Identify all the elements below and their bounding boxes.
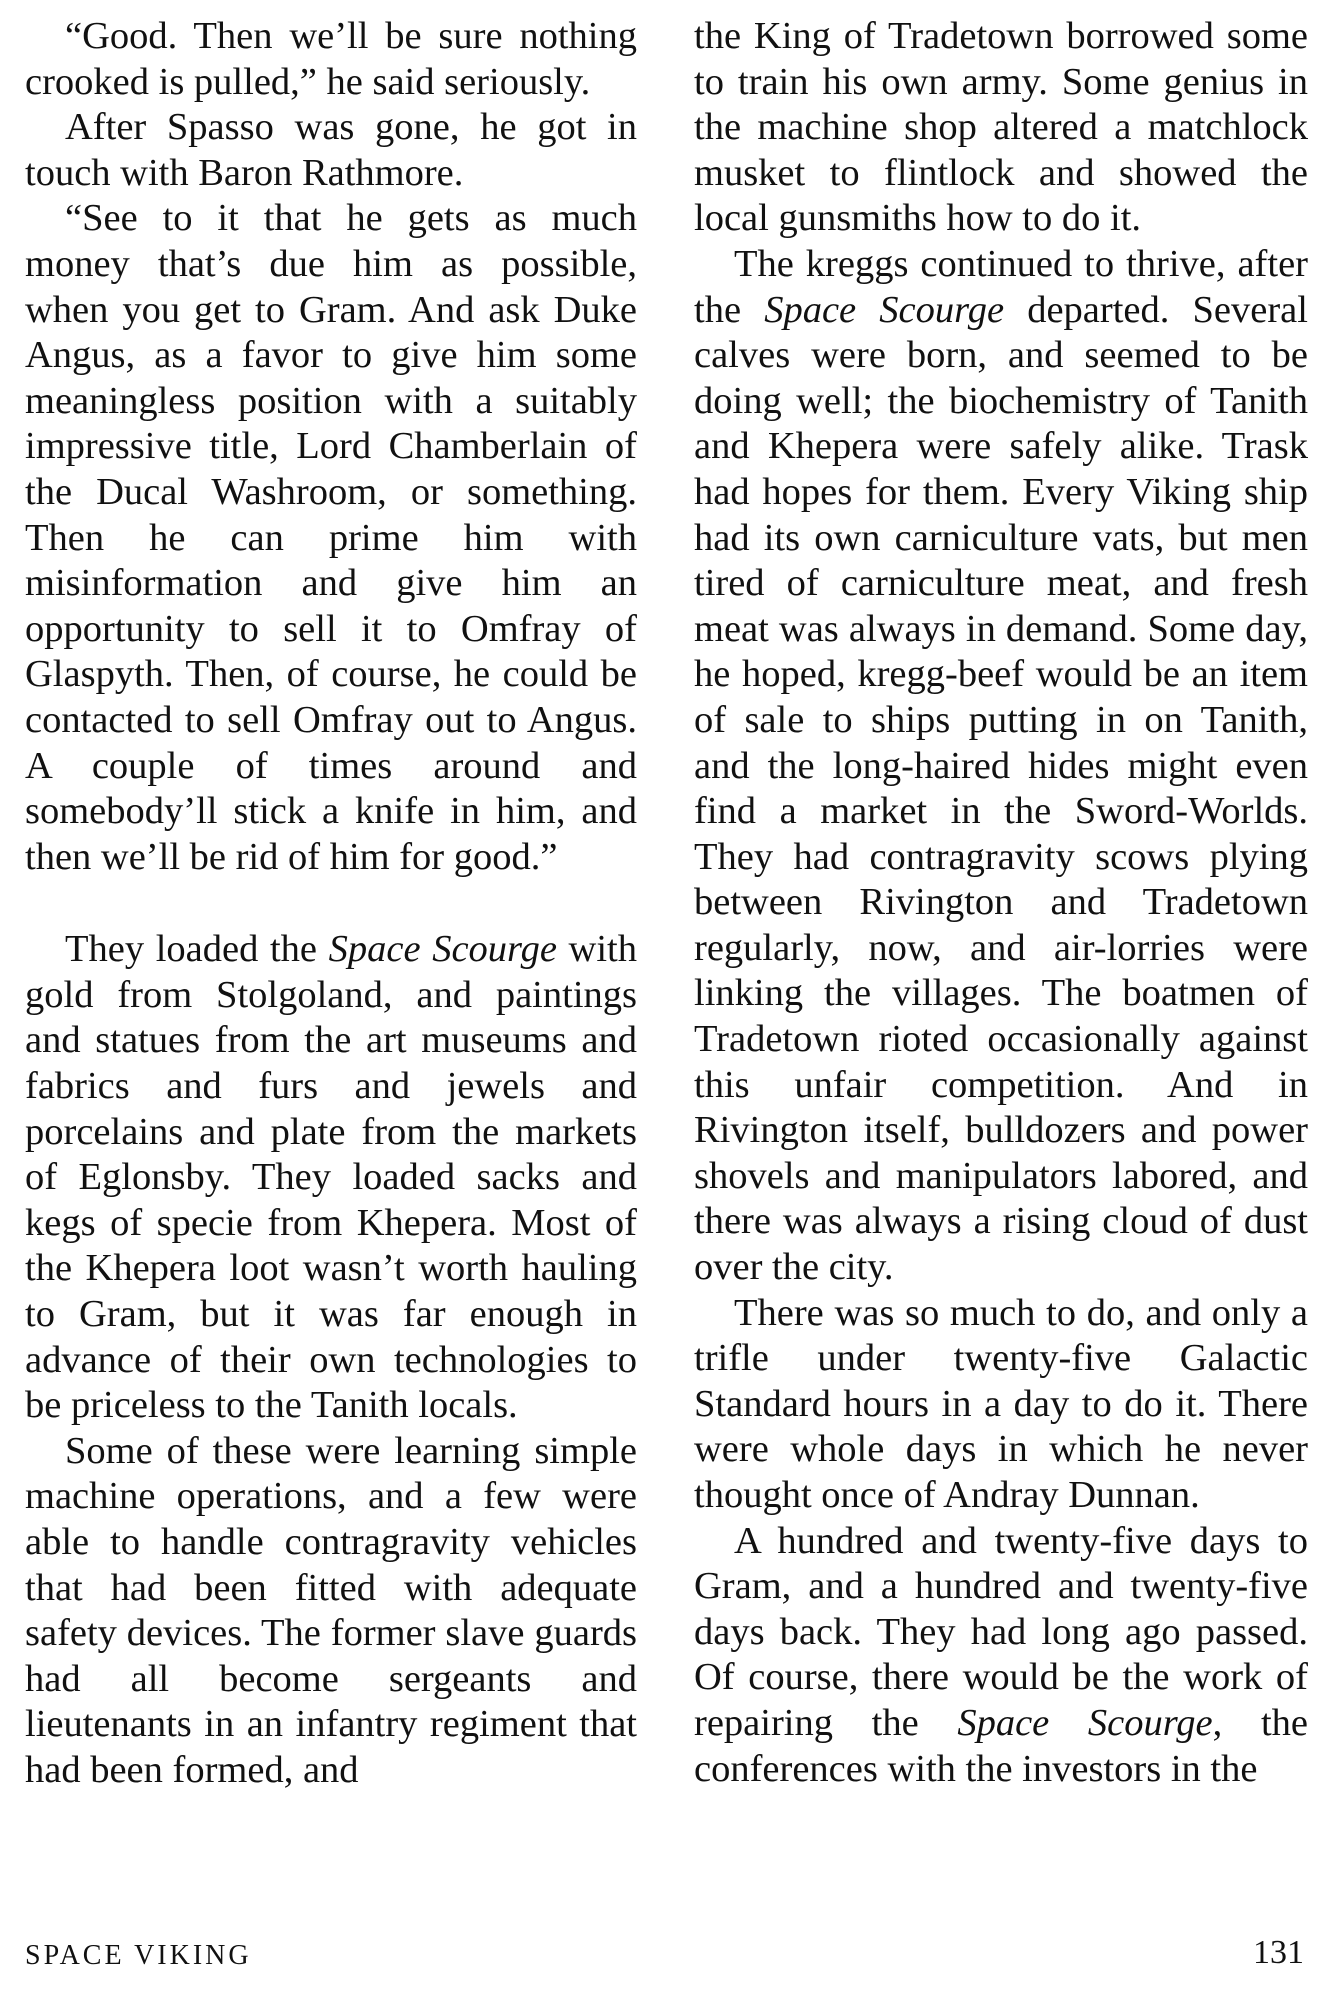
running-head: SPACE VIKING xyxy=(25,1940,252,1971)
paragraph: A hundred and twenty-five days to Gram, and a hundred and twenty-five days back. They had long ago passed. Of course, there would be the work of repairing the Space Scourge, the conferences with the investors in the xyxy=(694,1519,1308,1790)
paragraph: Some of these were learning simple machine operations, and a few were able to handle contragravity vehicles that had been fitted with adequate safety devices. The former slave guards had all become sergeants and lieutenants in an infantry regiment that had been formed, and xyxy=(25,1429,637,1791)
paragraph: They loaded the Space Scourge with gold from Stolgoland, and paintings and statues from the art museums and fabrics and furs and jewels and porcelains and plate from the markets of Eglonsby. They loaded sacks and kegs of specie from Khepera. Most of the Khepera loot wasn’t worth hauling to Gram, but it was far enough in advance of their own technologies to be priceless to the Tanith locals. xyxy=(25,928,637,1427)
ship-name: Space Scourge xyxy=(328,928,557,971)
ship-name: Space Scourge xyxy=(957,1701,1213,1744)
page-footer xyxy=(25,1934,1308,1984)
paragraph: The kreggs continued to thrive, after the Space Scourge departed. Several calves were born, and seemed to be doing well; the biochemistry of Tanith and Khepera were safely alike. Trask had hopes for them. Every Viking ship had its own carniculture vats, but men tired of carniculture meat, and fresh meat was always in demand. Some day, he hoped, kregg-beef would be an item of sale to ships putting in on Tanith, and the long-haired hides might even find a market in the Sword-Worlds. They had contragravity scows plying between Rivington and Tradetown regularly, now, and air-lorries were linking the villages. The boatmen of Tradetown rioted occasionally against this unfair competition. And in Rivington itself, bulldozers and power shovels and manipulators labored, and there was always a rising cloud of dust over the city. xyxy=(694,242,1308,1289)
paragraph: “Good. Then we’ll be sure nothing crooked is pulled,” he said seriously. xyxy=(25,15,637,103)
paragraph: the King of Tradetown borrowed some to train his own army. Some genius in the machine shop altered a matchlock musket to flintlock and showed the local gunsmiths how to do it. xyxy=(694,15,1308,240)
paragraph: After Spasso was gone, he got in touch with Baron Rathmore. xyxy=(25,106,637,194)
paragraph: “See to it that he gets as much money that’s due him as possible, when you get to Gram. And ask Duke Angus, as a favor to give him some meaningless position with a suitably impressive title, Lord Chamberlain of the Ducal Washroom, or something. Then he can prime him with misinformation and give him an opportunity to sell it to Omfray of Glaspyth. Then, of course, he could be contacted to sell Omfray out to Angus. A couple of times around and somebody’ll stick a knife in him, and then we’ll be rid of him for good.” xyxy=(25,197,637,878)
paragraph: There was so much to do, and only a trifle under twenty-five Galactic Standard hours in a day to do it. There were whole days in which he never thought once of Andray Dunnan. xyxy=(694,1291,1308,1516)
right-column xyxy=(694,14,1308,1792)
page-number: 131 xyxy=(1253,1934,1304,1971)
left-column xyxy=(25,14,637,1794)
ship-name: Space Scourge xyxy=(764,288,1005,331)
